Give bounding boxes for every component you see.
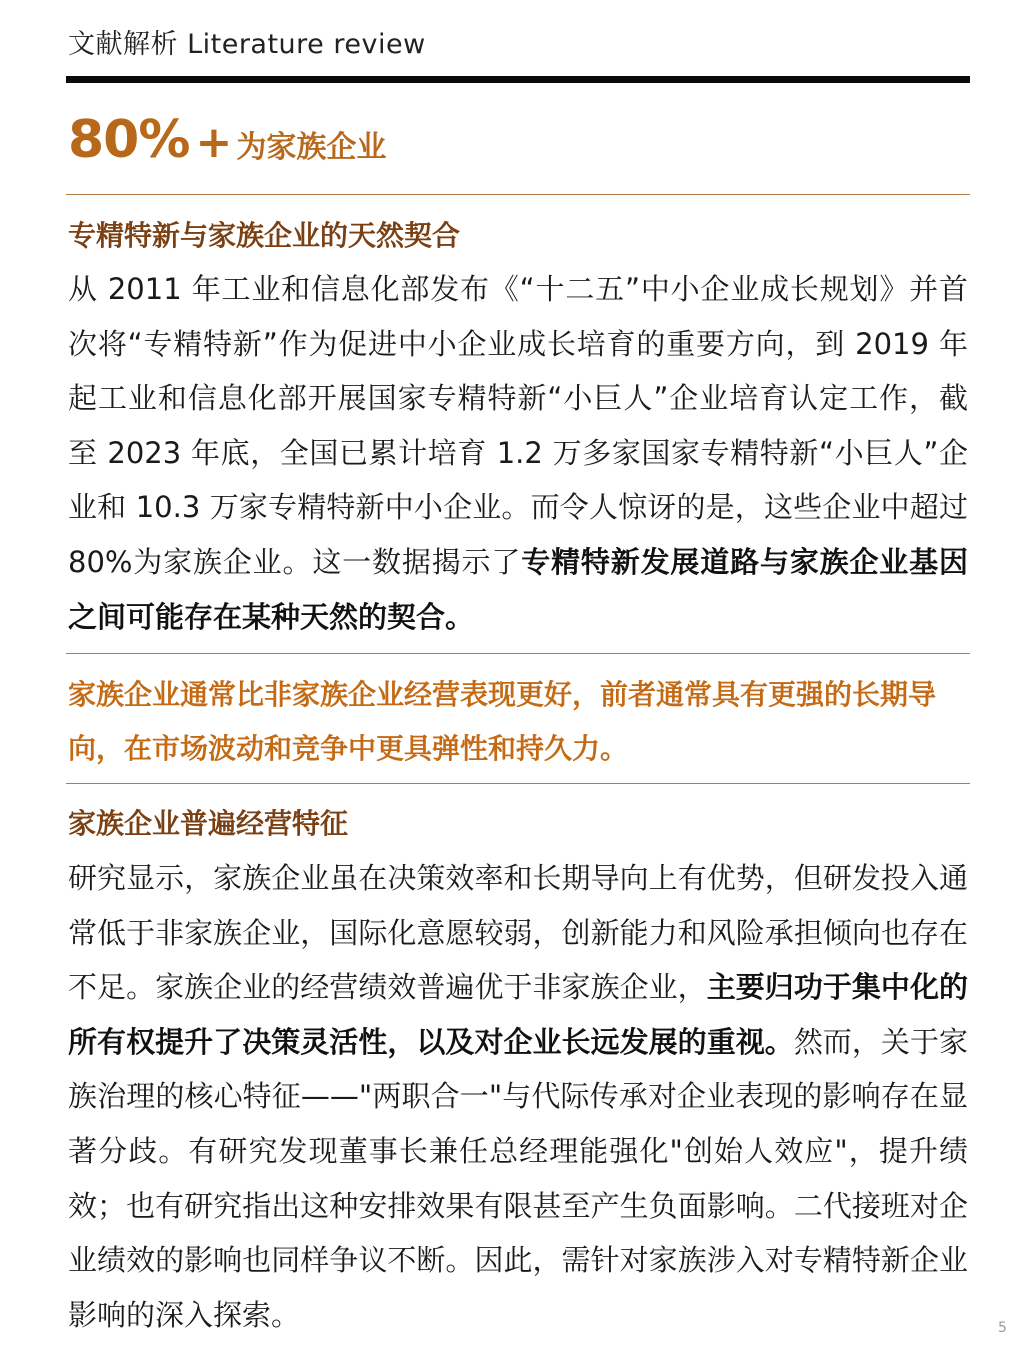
section2-bold: 主要归功于集中化的所有权提升了决策灵活性，以及对企业长远发展的重视。 [68,970,968,1059]
section1-bold: 专精特新发展道路与家族企业基因之间可能存在某种天然的契合。 [68,544,968,634]
section2-text1: 研究显示，家族企业虽在决策效率和长期导向上有优势，但研发投入通常低于非家族企业，国际化意愿较弱，创新能力和风险承担倾向也存在不足。家族企业的经营绩效普遍优于非家族企业， [68,861,968,1005]
divider [66,783,970,784]
section-header: 文献解析 Literature review [68,29,426,60]
headline-text: 为家族企业 [236,130,387,165]
section2-body [68,851,968,1342]
section2-text2: 然而，关于家族治理的核心特征——"两职合一"与代际传承对企业表现的影响存在显著分歧。有研究发现董事长兼任总经理能强化"创始人效应"，提升绩效；也有研究指出这种安排效果有限甚至产生负面影响。二代接班对企业绩效的影响也同样争议不断。因此，需针对家族涉入对专精特新企业影响的深入探索。 [68,1024,968,1332]
header-divider [66,76,970,83]
section1-title: 专精特新与家族企业的天然契合 [68,219,461,252]
divider [66,194,970,195]
headline-number: 80% [68,110,190,170]
headline-plus: + [195,117,233,168]
divider [66,653,970,654]
section1-body [68,262,968,644]
page-number: 5 [998,1320,1007,1336]
section2-title: 家族企业普遍经营特征 [68,807,349,840]
headline [68,110,386,170]
section1-text: 从 2011 年工业和信息化部发布《“十二五”中小企业成长规划》并首次将“专精特新”作为促进中小企业成长培育的重要方向，到 2019 年起工业和信息化部开展国家专精特新“小巨人”企业培育认定工作，截至 2023 年底，全国已累计培育 1.2 万多家国家专精特新“小巨人”企业和 10.3 万家专精特新中小企业。而令人惊讶的是，这些企业中超过80%为家族企业。这一数据揭示了 [68,272,968,579]
pullquote: 家族企业通常比非家族企业经营表现更好，前者通常具有更强的长期导向，在市场波动和竞争中更具弹性和持久力。 [68,678,937,765]
